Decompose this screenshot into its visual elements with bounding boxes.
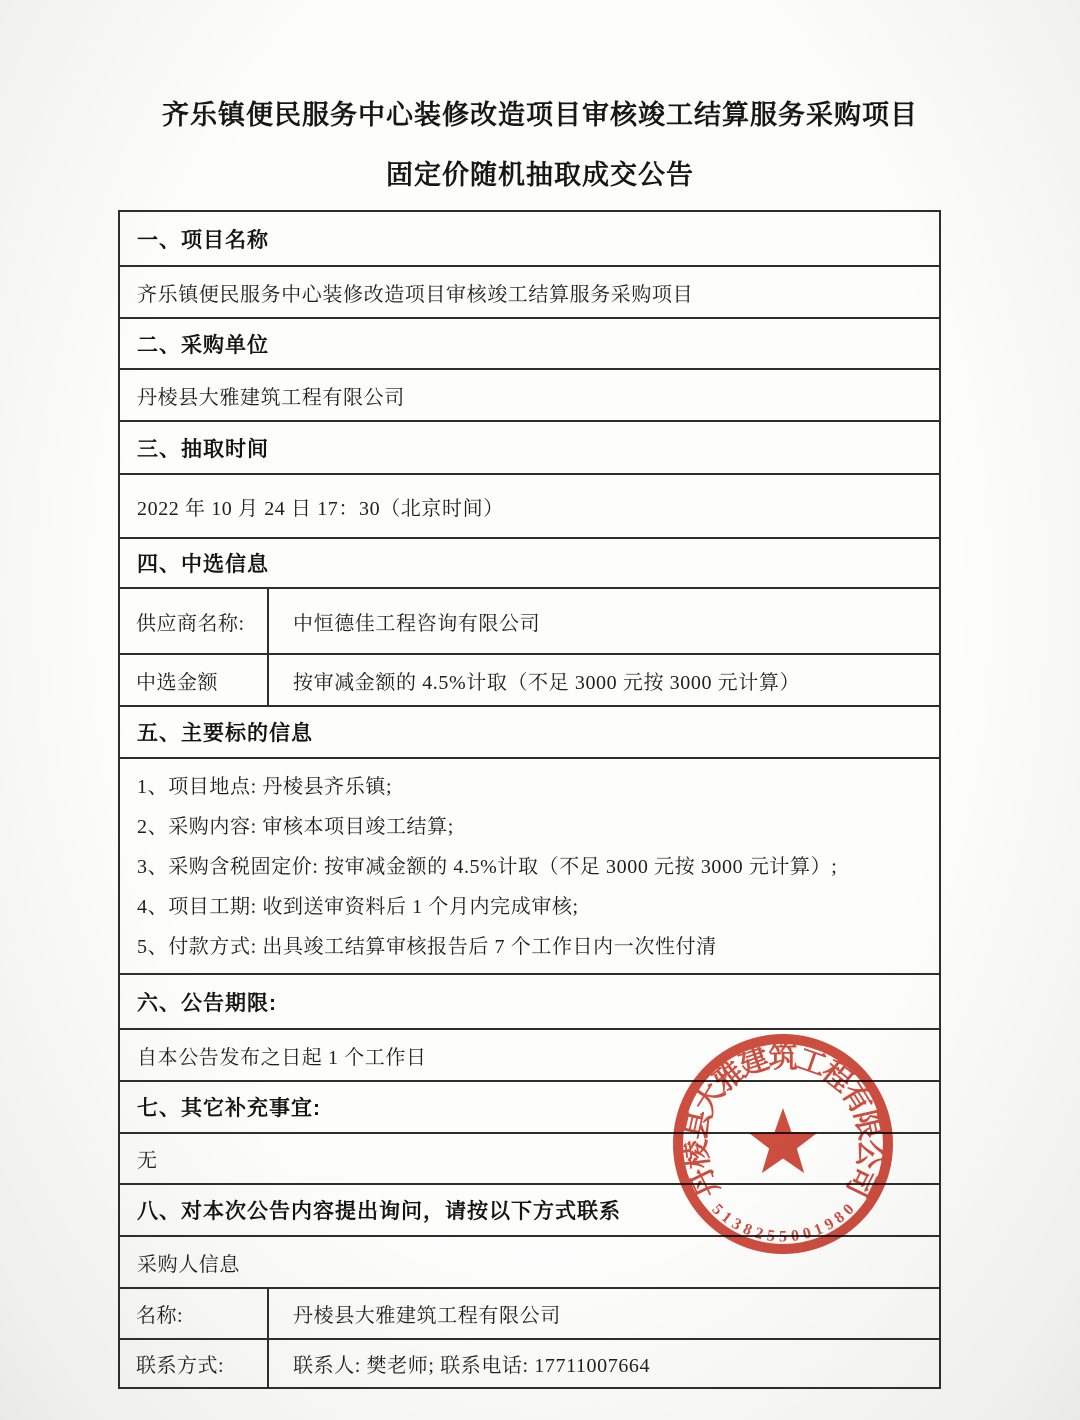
supplier-name-value: 中恒德佳工程咨询有限公司 [293, 612, 541, 635]
announcement-period-value [120, 1028, 939, 1080]
supplier-name-row [120, 587, 939, 653]
purchaser-name-label: 名称: [120, 1289, 269, 1338]
value-text: 自本公告发布之日起 1 个工作日 [137, 1046, 427, 1069]
section-1-header [120, 212, 939, 265]
winning-amount-value: 按审减金额的 4.5%计取（不足 3000 元按 3000 元计算） [293, 671, 801, 694]
seal-glyph: 0 [801, 1224, 814, 1244]
section-4-header [120, 537, 939, 587]
section-header-text: 四、中选信息 [137, 553, 269, 576]
purchaser-name-value: 丹棱县大雅建筑工程有限公司 [293, 1305, 561, 1327]
seal-glyph: 有 [834, 1077, 878, 1120]
section-header-text: 二、采购单位 [137, 333, 269, 357]
supplier-name-label: 供应商名称: [120, 589, 269, 653]
document-title-line-2: 固定价随机抽取成交公告 [386, 160, 694, 190]
draw-time-value [120, 473, 939, 537]
value-text: 无 [137, 1150, 158, 1172]
seal-glyph: 司 [839, 1161, 882, 1202]
list-item: 4、项目工期: 收到送审资料后 1 个月内完成审核; [137, 896, 579, 918]
seal-glyph: 丹 [684, 1161, 727, 1202]
seal-glyph: 县 [680, 1107, 718, 1143]
section-5-header [120, 705, 939, 757]
winning-amount-label: 中选金额 [120, 655, 269, 705]
section-6-header [120, 973, 939, 1028]
section-header-text: 七、其它补充事宜: [137, 1097, 321, 1120]
seal-glyph: 1 [718, 1208, 735, 1227]
seal-glyph: 0 [839, 1200, 858, 1219]
project-name-value [120, 265, 939, 317]
main-subject-info-list [120, 757, 939, 973]
seal-glyph: 3 [728, 1215, 745, 1234]
seal-glyph: 1 [811, 1220, 826, 1240]
section-header-text: 五、主要标的信息 [137, 722, 313, 745]
seal-glyph: 大 [688, 1077, 732, 1120]
seal-glyph: 5 [708, 1200, 727, 1219]
purchasing-unit-value [120, 368, 939, 420]
section-header-text: 一、项目名称 [137, 228, 269, 252]
seal-glyph: 8 [831, 1208, 848, 1227]
section-2-header [120, 317, 939, 368]
seal-glyph: 棱 [680, 1137, 716, 1171]
section-7-header [120, 1080, 939, 1132]
purchaser-info-label-row [120, 1235, 939, 1287]
value-text: 采购人信息 [137, 1253, 240, 1276]
section-8-header [120, 1183, 939, 1235]
winning-amount-row [120, 653, 939, 705]
list-item: 1、项目地点: 丹棱县齐乐镇; [137, 776, 393, 798]
seal-glyph: 限 [848, 1107, 886, 1143]
section-header-text: 六、公告期限: [137, 991, 277, 1015]
seal-glyph: 8 [740, 1220, 755, 1240]
seal-glyph: 0 [790, 1227, 801, 1246]
list-item: 2、采购内容: 审核本项目竣工结算; [137, 816, 454, 838]
seal-glyph: 2 [752, 1224, 765, 1244]
contact-value: 联系人: 樊老师; 联系电话: 17711007664 [293, 1355, 651, 1377]
section-header-text: 三、抽取时间 [137, 437, 269, 461]
seal-glyph: 工 [792, 1042, 831, 1083]
seal-glyph: 5 [765, 1227, 776, 1246]
seal-glyph: 建 [735, 1042, 774, 1083]
contact-row [120, 1338, 939, 1387]
seal-glyph: 程 [815, 1055, 859, 1099]
contact-label: 联系方式: [120, 1340, 269, 1387]
seal-glyph: 公 [850, 1137, 886, 1171]
section-header-text: 八、对本次公告内容提出询问，请按以下方式联系 [137, 1200, 621, 1223]
purchaser-name-row [120, 1287, 939, 1338]
section-3-header [120, 420, 939, 473]
value-text: 丹棱县大雅建筑工程有限公司 [137, 386, 405, 409]
list-item: 3、采购含税固定价: 按审减金额的 4.5%计取（不足 3000 元按 3000 元计算）; [137, 856, 838, 878]
list-item: 5、付款方式: 出具竣工结算审核报告后 7 个工作日内一次性付清 [137, 936, 717, 958]
seal-glyph: 筑 [768, 1042, 798, 1074]
other-matters-value [120, 1132, 939, 1183]
seal-glyph: 雅 [707, 1055, 751, 1099]
seal-glyph: 9 [821, 1215, 838, 1234]
document-title [0, 98, 1080, 192]
value-text: 2022 年 10 月 24 日 17：30（北京时间） [137, 497, 504, 520]
announcement-table [118, 210, 941, 1389]
document-title-line-1: 齐乐镇便民服务中心装修改造项目审核竣工结算服务采购项目 [162, 100, 918, 130]
seal-glyph: 5 [779, 1228, 787, 1246]
value-text: 齐乐镇便民服务中心装修改造项目审核竣工结算服务采购项目 [137, 283, 694, 306]
